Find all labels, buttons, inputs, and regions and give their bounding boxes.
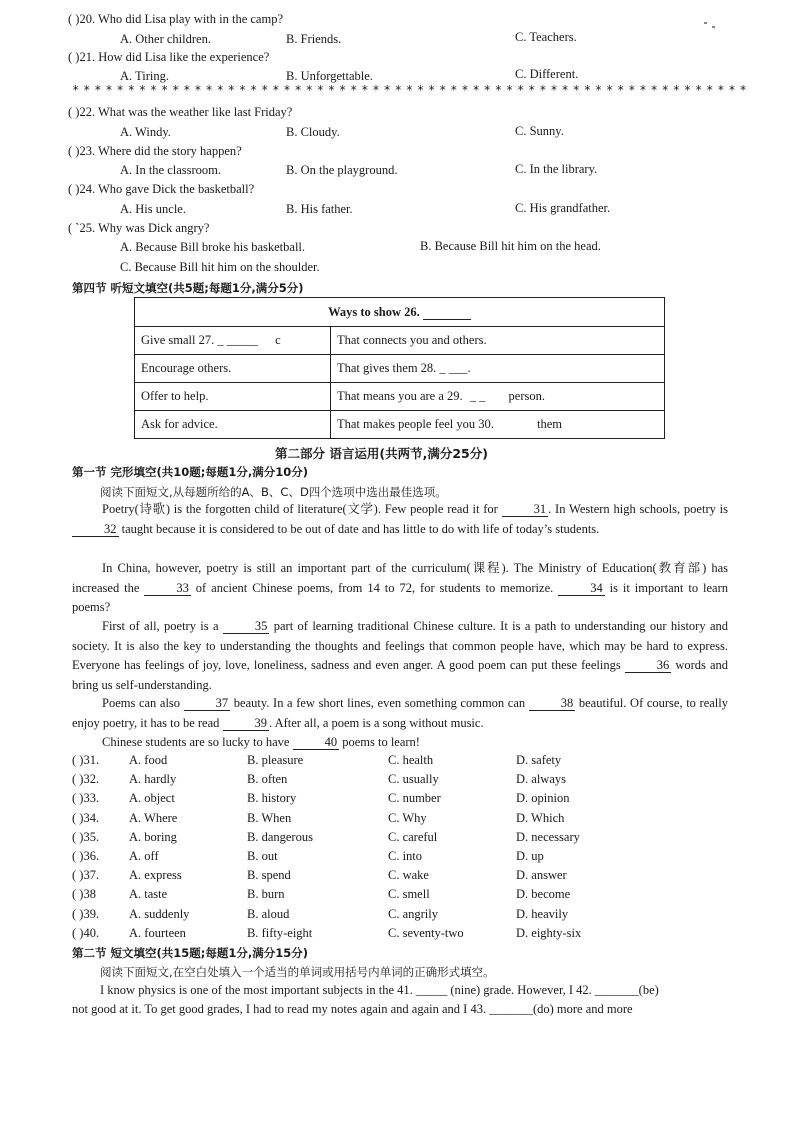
question-number: ( )21. <box>68 50 96 64</box>
question-stem: Who gave Dick the basketball? <box>97 182 255 196</box>
question-number: ( )39. <box>72 906 100 921</box>
blank-36: 36 <box>625 659 672 673</box>
option-c: C. His grandfather. <box>515 201 611 215</box>
question-stem: How did Lisa like the experience? <box>98 50 270 64</box>
option-b: B. Unforgettable. <box>286 69 373 83</box>
option-a: A. express <box>129 868 182 883</box>
option-c: C. number <box>388 791 441 806</box>
option-b: B. On the playground. <box>286 163 398 177</box>
option-a: A. object <box>129 791 175 806</box>
blank-32: 32 <box>72 523 119 537</box>
question-number: ( )23. <box>68 144 96 158</box>
option-b: B. pleasure <box>247 753 304 767</box>
question-stem: Who did Lisa play with in the camp? <box>97 12 284 26</box>
option-b: B. spend <box>247 868 291 883</box>
section4-heading: 第四节 听短文填空(共5题;每题1分,满分5分) <box>72 281 304 295</box>
fill-section-heading: 第二节 短文填空(共15题;每题1分,满分15分) <box>72 946 308 960</box>
listening-table <box>134 297 665 439</box>
option-a: A. taste <box>129 887 168 902</box>
blank-42: _______ <box>594 983 639 997</box>
question-number: ( )24. <box>68 182 96 196</box>
question-number: ( `25. <box>68 221 96 235</box>
option-a: A. off <box>129 849 159 863</box>
passage-paragraph: Poetry(诗歌) is the forgotten child of literature(文学). Few people read it for 31 . In Western high schools, poetry is 32 taught because it is considered to be out of date and has little to do with life of today’s students. <box>72 500 728 539</box>
question-number: ( )37. <box>72 868 100 883</box>
option-a: A. hardly <box>129 772 177 787</box>
option-b: B. dangerous <box>247 829 313 844</box>
blank-26 <box>423 306 471 320</box>
option-a: A. His uncle. <box>120 202 186 216</box>
question-number: ( )33. <box>72 791 100 806</box>
option-a: A. Because Bill broke his basketball. <box>120 240 306 254</box>
fill-instructions: 阅读下面短文,在空白处填入一个适当的单词或用括号内单词的正确形式填空。 <box>100 965 495 979</box>
option-b: B. history <box>247 791 297 806</box>
passage-paragraph: First of all, poetry is a 35 part of learning traditional Chinese culture. It is a path to understanding our history and society. It is also the key to understanding the thoughts and feelings that common people have, which may be hard to express. Everyone has feelings of joy, love, loneliness, sadness and even anger. A good poem can put these feelings 36 words and bring us self-understanding. <box>72 619 728 692</box>
option-d: D. become <box>516 887 571 902</box>
question-number: ( )22. <box>68 105 96 119</box>
blank-34: 34 <box>558 582 605 596</box>
option-a: A. Windy. <box>120 125 171 139</box>
option-d: D. answer <box>516 868 567 883</box>
scan-mark <box>704 22 707 24</box>
option-c: C. Because Bill hit him on the shoulder. <box>120 260 320 274</box>
option-a: A. food <box>129 753 168 767</box>
passage-paragraph: Poems can also 37 beauty. In a few short lines, even something common can 38 beautiful. Of course, to really enjoy poetry, it has to be read 39 . After all, a poem is a song without music. <box>72 696 729 730</box>
option-c: C. Why <box>388 810 427 825</box>
blank-41: _____ <box>415 983 448 997</box>
question-number: ( )32. <box>72 772 100 787</box>
blank-37: 37 <box>184 697 231 711</box>
question-stem: What was the weather like last Friday? <box>97 105 293 119</box>
blank-38: 38 <box>529 697 576 711</box>
table-title: Ways to show 26. <box>135 298 665 327</box>
option-c: C. smell <box>388 887 430 902</box>
table-row: Ask for advice. That makes people feel you 30. them <box>135 411 665 439</box>
question-number: ( )20. <box>68 12 96 26</box>
blank-40: 40 <box>293 736 340 750</box>
option-d: D. eighty-six <box>516 925 582 940</box>
option-d: D. always <box>516 772 566 787</box>
question-stem: Where did the story happen? <box>97 144 242 158</box>
option-a: A. fourteen <box>129 925 186 940</box>
option-c: C. health <box>388 753 434 767</box>
option-c: C. In the library. <box>515 162 598 176</box>
question-number: ( )38 <box>72 887 96 902</box>
scan-mark <box>712 26 715 28</box>
option-d: D. up <box>516 849 544 863</box>
option-b: B. Cloudy. <box>286 125 340 139</box>
option-a: A. Tiring. <box>120 69 169 83</box>
option-d: D. opinion <box>516 791 570 806</box>
blank-35: 35 <box>223 620 270 634</box>
blank-31: 31 <box>502 503 549 517</box>
question-number: ( )36. <box>72 849 100 863</box>
table-row: Encourage others. That gives them 28. _ ___. <box>135 355 665 383</box>
option-c: C. angrily <box>388 906 438 921</box>
option-c: C. seventy-two <box>388 925 464 940</box>
option-a: A. Other children. <box>120 32 211 46</box>
question-number: ( )34. <box>72 810 100 825</box>
option-a: A. In the classroom. <box>120 163 222 177</box>
option-b: B. When <box>247 810 292 825</box>
table-row: Give small 27. _ _____ c That connects you and others. <box>135 327 665 355</box>
separator-stars: ************************************************************* <box>72 83 751 97</box>
option-d: D. safety <box>516 753 562 767</box>
option-c: C. Different. <box>515 67 579 81</box>
option-b: B. fifty-eight <box>247 925 313 940</box>
option-a: A. Where <box>129 810 178 825</box>
cloze-instructions: 阅读下面短文,从每题所给的A、B、C、D四个选项中选出最佳选项。 <box>100 485 447 499</box>
blank-43: _______ <box>489 1002 533 1016</box>
option-b: B. Friends. <box>286 32 342 46</box>
option-c: C. into <box>388 849 423 863</box>
option-b: B. out <box>247 849 278 863</box>
option-c: C. Teachers. <box>515 30 577 44</box>
fill-passage-line: I know physics is one of the most important subjects in the 41. _____ (nine) grade. However, I 42. _______(be) <box>100 983 659 997</box>
option-c: C. careful <box>388 829 438 844</box>
option-b: B. His father. <box>286 202 353 216</box>
option-d: D. necessary <box>516 829 580 844</box>
option-b: B. often <box>247 772 288 787</box>
option-b: B. aloud <box>247 906 290 921</box>
fill-passage-line: not good at it. To get good grades, I had to read my notes again and again and I 43. _______(do) more and more <box>72 1002 633 1016</box>
cloze-section-heading: 第一节 完形填空(共10题;每题1分,满分10分) <box>72 465 308 479</box>
question-number: ( )35. <box>72 829 100 844</box>
question-number: ( )31. <box>72 753 100 767</box>
part2-heading: 第二部分 语言运用(共两节,满分25分) <box>275 446 488 461</box>
option-c: C. usually <box>388 772 439 787</box>
option-c: C. Sunny. <box>515 124 564 138</box>
option-d: D. heavily <box>516 906 569 921</box>
question-number: ( )40. <box>72 925 100 940</box>
table-row: Offer to help. That means you are a 29. _ _ person. <box>135 383 665 411</box>
blank-33: 33 <box>144 582 191 596</box>
option-b: B. Because Bill hit him on the head. <box>420 239 601 253</box>
passage-paragraph: Chinese students are so lucky to have 40 poems to learn! <box>102 735 420 749</box>
question-stem: Why was Dick angry? <box>97 221 210 235</box>
option-c: C. wake <box>388 868 429 883</box>
option-b: B. burn <box>247 887 285 902</box>
passage-paragraph: In China, however, poetry is still an important part of the curriculum(课程). The Ministry of Education(教育部) has increased the 33 of ancient Chinese poems, from 14 to 72, for students to memorize. 34 is it important to learn poems? <box>72 561 728 614</box>
option-d: D. Which <box>516 810 565 825</box>
option-a: A. boring <box>129 829 177 844</box>
option-a: A. suddenly <box>129 906 190 921</box>
blank-39: 39 <box>223 717 270 731</box>
